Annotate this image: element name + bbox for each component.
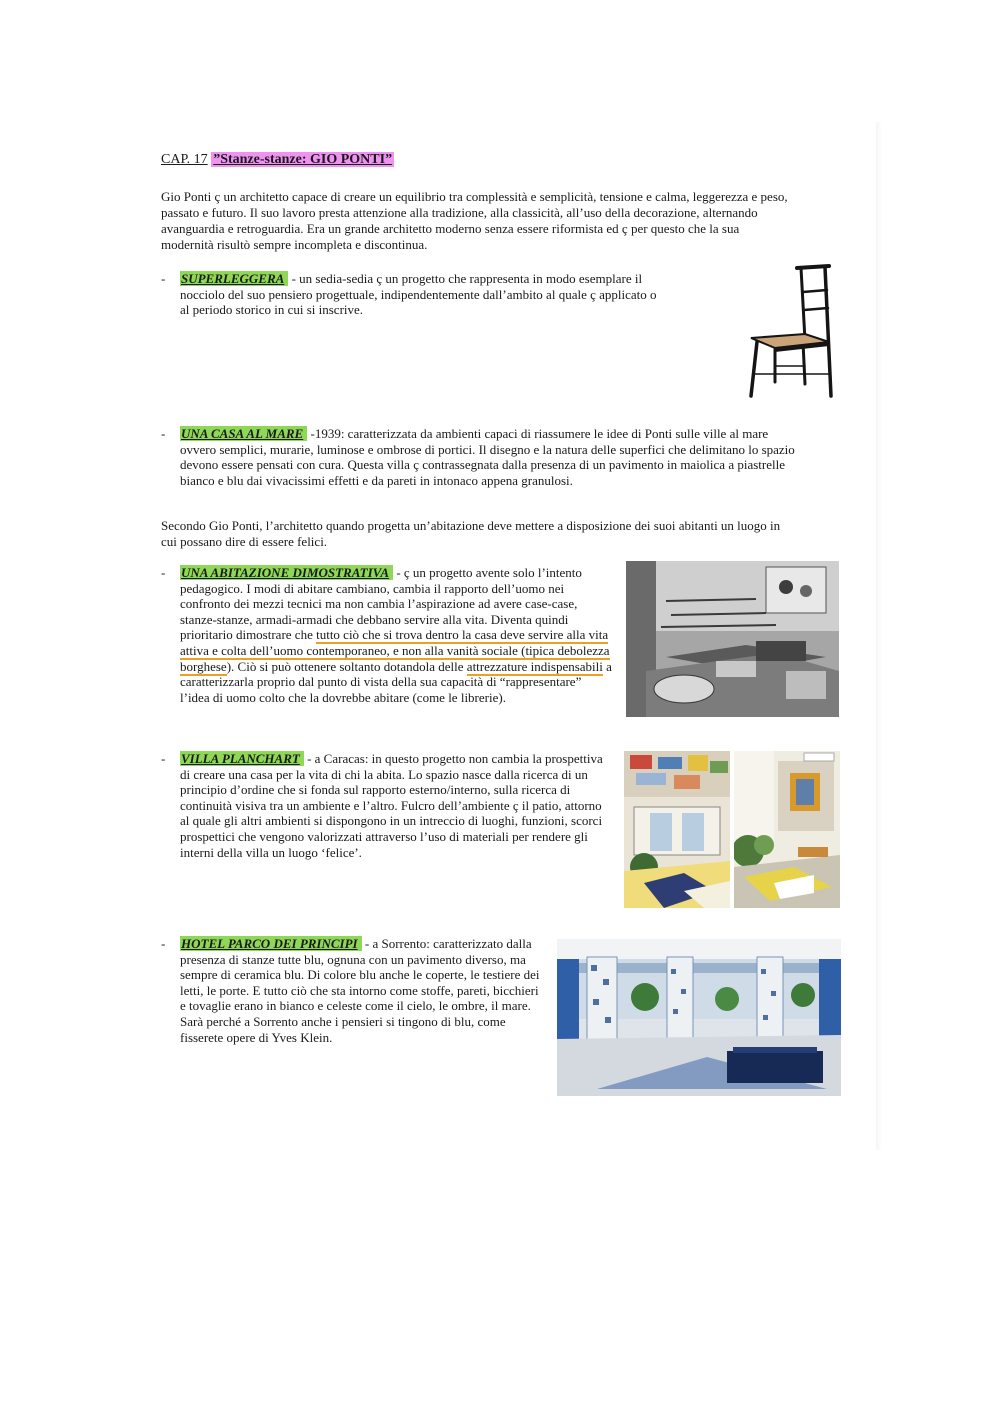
chapter-number: CAP. 17 — [161, 152, 208, 167]
section-hotel-parco-dei-principi — [161, 936, 546, 1045]
text-abitazione-b: ). Ciò si può ottenere soltanto dotandola delle — [226, 658, 467, 674]
planchart-interior-photo-2 — [734, 751, 840, 908]
intro-paragraph: Gio Ponti ç un architetto capace di creare un equilibrio tra complessità e semplicità, tensione e calma, leggerezza e peso, passato e futuro. Il suo lavoro presta attenzione alla tradizione, alla classicità, all’uso della decorazione, alternando avanguardia e retroguardia. Era un grande architetto moderno senza essere riformista ed ç per questo che la sua modernità risultò sempre incompleta e discontinua. — [161, 189, 788, 252]
bullet-dash: - — [161, 936, 166, 951]
text-abitazione-c: a caratterizzarla proprio dal punto di vista della sua capacità di “rappresentare” l’idea di uomo colto che la dovrebbe abitare (come le librerie). — [180, 658, 612, 705]
text-superleggera: - un sedia-sedia ç un progetto che rappresenta in modo esemplare il nocciolo del suo pensiero progettuale, indipendentemente dall’ambito al quale ç applicato o al periodo storico in cui si inscrive. — [180, 271, 657, 318]
abitazione-living-room-photo — [626, 561, 839, 717]
middle-paragraph: Secondo Gio Ponti, l’architetto quando progetta un’abitazione deve mettere a disposizione dei suoi abitanti un luogo in cui possano dire di essere felici. — [161, 518, 781, 549]
bullet-dash: - — [161, 426, 166, 441]
bullet-dash: - — [161, 271, 166, 286]
text-planchart: - a Caracas: in questo progetto non cambia la prospettiva di creare una casa per la vita di chi la abita. Lo spazio nasce dalla ricerca di un principio d’ordine che si fonda sul rapporto esterno/interno, sulla ricerca di continuità visiva tra un ambiente e l’altro. Fulcro dell’ambiente ç il patio, attorno al quale gli altri ambienti si dispongono in un intreccio di luoghi, funzioni, scorci prospettici che vengono valorizzati attraverso l’uso di materiali per rendere gli interni della villa un luogo ‘felice’. — [180, 751, 603, 860]
hotel-lobby-photo — [557, 939, 841, 1096]
section-casa-al-mare — [161, 426, 796, 488]
section-villa-planchart — [161, 751, 611, 860]
label-planchart: VILLA PLANCHART — [180, 751, 304, 766]
label-hotel: HOTEL PARCO DEI PRINCIPI — [180, 936, 362, 951]
section-superleggera — [161, 271, 666, 318]
label-casa-al-mare: UNA CASA AL MARE — [180, 426, 307, 441]
page-edge-shadow — [876, 122, 882, 1150]
bullet-dash: - — [161, 751, 166, 766]
underlined-phrase-1: tutto ciò che si trova dentro la casa deve servire alla vita attiva e colta dell’uomo contemporaneo, e non alla vanità sociale (tipica debolezza borghese — [180, 627, 610, 674]
chapter-name: ”Stanze-stanze: GIO PONTI” — [213, 152, 393, 167]
bullet-dash: - — [161, 565, 166, 580]
chapter-title — [161, 150, 394, 170]
text-casa-al-mare: -1939: caratterizzata da ambienti capaci di riassumere le idee di Ponti sulle ville al mare ovvero semplici, murarie, luminose e ombrose di portici. Il disegno e la natura delle superfici che delimitano lo spazio devono essere pensati con cura. Questa villa ç contrassegnata dalla presenza di un pavimento in maiolica a piastrelle bianco e blu dai vivacissimi effetti e da pareti in intonaco appena granulosi. — [180, 426, 795, 488]
planchart-interior-photo-1 — [624, 751, 730, 908]
text-abitazione-a: - ç un progetto avente solo l’intento pedagogico. I modi di abitare cambiano, cambia il rapporto dell’uomo nei confronto dei mezzi tecnici ma non cambia l’aspirazione ad avere case-case, stanze-stanze, armadi-armadi che debbano servire alla vita. Diventa quindi prioritario dimostrare che — [180, 565, 582, 643]
underlined-phrase-2: attrezzature indispensabili — [466, 658, 603, 674]
label-superleggera: SUPERLEGGERA — [180, 271, 288, 286]
superleggera-chair-image — [745, 262, 835, 400]
label-abitazione: UNA ABITAZIONE DIMOSTRATIVA — [180, 565, 393, 580]
text-hotel: - a Sorrento: caratterizzato dalla presenza di stanze tutte blu, ognuna con un pavimento diverso, ma sempre di ceramica blu. Di colore blu anche le coperte, le testiere dei letti, le porte. E tutto ciò che sta intorno come stoffe, pareti, bicchieri e tovaglie erano in bianco e celeste come il cielo, le ombre, il mare. Sarà perché a Sorrento anche i pensieri si tingono di blu, come fisserete opere di Yves Klein. — [180, 936, 540, 1045]
section-abitazione-dimostrativa — [161, 565, 614, 705]
